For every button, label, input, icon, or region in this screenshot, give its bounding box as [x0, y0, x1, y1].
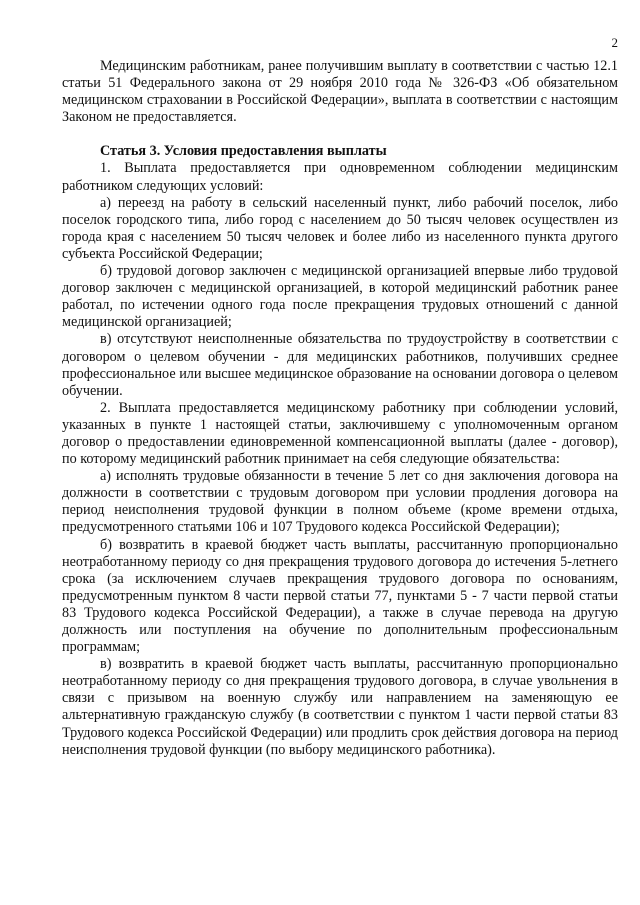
article-title: Статья 3. Условия предоставления выплаты: [100, 143, 387, 160]
page-number: 2: [611, 35, 618, 50]
preamble-paragraph: Медицинским работникам, ранее получившим выплату в соответствии с частью 12.1 статьи 51 Федерального закона от 29 ноября 2010 года № 326-ФЗ «Об обязательном медицинском страховании в Российской Федерации», выплата в соответствии с настоящим Законом не предоставляется.: [62, 58, 618, 126]
clause-1-item-a: а) переезд на работу в сельский населенный пункт, либо рабочий поселок, либо поселок городского типа, либо город с населением до 50 тысяч человек осуществлен из города края с населением 50 тысяч человек и более либо из населенного пункта другого субъекта Российской Федерации;: [62, 194, 618, 262]
clause-1-item-v: в) отсутствуют неисполненные обязательства по трудоустройству в соответствии с договором о целевом обучении - для медицинских работников, получивших среднее профессиональное или высшее медицинское образование на основании договора о целевом обучении.: [62, 331, 618, 399]
clause-2-intro: 2. Выплата предоставляется медицинскому работнику при соблюдении условий, указанных в пункте 1 настоящей статьи, заключившему с уполномоченным органом договор о предоставлении единовременной компенсационной выплаты (далее - договор), по которому медицинский работник принимает на себя следующие обязательства:: [62, 399, 618, 468]
clause-1-intro: 1. Выплата предоставляется при одновременном соблюдении медицинским работником следующих условий:: [62, 160, 618, 194]
clause-2-item-a: а) исполнять трудовые обязанности в течение 5 лет со дня заключения договора на должности в соответствии с трудовым договором при условии продления договора на период неисполнения трудовой функции в полном объеме (кроме времени отдыха, предусмотренного статьями 106 и 107 Трудового кодекса Российской Федерации);: [62, 468, 618, 536]
clause-2-item-v: в) возвратить в краевой бюджет часть выплаты, рассчитанную пропорционально неотработанному периоду со дня прекращения трудового договора, в случае увольнения в связи с призывом на военную службу или направлением на заменяющую ее альтернативную гражданскую службу (в соответствии с пунктом 1 части первой статьи 83 Трудового кодекса Российской Федерации) или продлить срок действия договора на период неисполнения трудовой функции (по выбору медицинского работника).: [62, 656, 618, 758]
document-body: [62, 58, 618, 759]
clause-1-item-b: б) трудовой договор заключен с медицинской организацией впервые либо трудовой договор заключен с медицинской организацией, в которой медицинский работник ранее работал, по истечении одного года после прекращения трудовых отношений с данной медицинской организацией;: [62, 263, 618, 331]
clause-2-item-b: б) возвратить в краевой бюджет часть выплаты, рассчитанную пропорционально неотработанному периоду со дня прекращения трудового договора до истечения 5-летнего срока (за исключением случаев прекращения трудового договора по основаниям, предусмотренным пунктом 8 части первой статьи 77, пунктами 5 - 7 части первой статьи 83 Трудового кодекса Российской Федерации), а также в случае перевода на другую должность или поступления на обучение по дополнительным профессиональным программам;: [62, 536, 618, 656]
